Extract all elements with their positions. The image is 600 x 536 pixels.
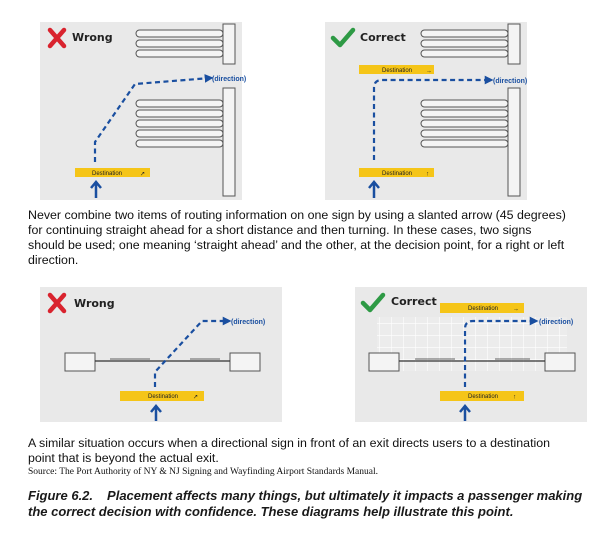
direction-label: (direction) (539, 319, 574, 326)
wrong-x-icon (50, 295, 64, 311)
direction-label: (direction) (212, 76, 247, 83)
status-label: Wrong (74, 297, 115, 310)
exit-block (545, 353, 575, 371)
direction-label: (direction) (231, 319, 266, 326)
sign-text: Destination (382, 171, 413, 177)
wall (223, 24, 235, 64)
sign-arrow-icon: → (513, 306, 519, 313)
wrong-x-icon (50, 30, 64, 46)
paragraph-exit-sign: A similar situation occurs when a directional sign in front of an exit directs users to a destination point that is beyond the actual exit. (28, 436, 551, 465)
status-label: Correct (391, 295, 437, 308)
sign-arrow-icon: ↑ (426, 171, 429, 178)
up-arrow-icon (369, 182, 379, 198)
wall (508, 88, 520, 196)
bench (421, 140, 508, 147)
sign-text: Destination (468, 394, 499, 400)
bench (421, 120, 508, 127)
bench (136, 50, 223, 57)
source-citation: Source: The Port Authority of NY & NJ Signing and Wayfinding Airport Standards Manual. (28, 467, 379, 477)
diagram-top-wrong (40, 22, 247, 200)
sign-arrow-icon: ↗ (140, 171, 146, 178)
direction-label: (direction) (493, 78, 528, 85)
bench (136, 130, 223, 137)
figure-label: Figure 6.2. (28, 488, 94, 503)
bench (421, 40, 508, 47)
sign-arrow-icon: ↗ (193, 394, 199, 401)
status-label: Correct (360, 31, 406, 44)
sign-arrow-icon: → (426, 68, 432, 75)
bench (421, 110, 508, 117)
correct-check-icon (363, 295, 383, 310)
wall (508, 24, 520, 64)
figure-caption-text: Placement affects many things, but ultimately it impacts a passenger making the correct decision with confidence. These diagrams help illustrate this point. (28, 488, 583, 519)
up-arrow-icon (151, 406, 161, 421)
bench (421, 50, 508, 57)
status-label: Wrong (72, 31, 113, 44)
diagram-bottom-correct (355, 287, 587, 422)
exit-block (230, 353, 260, 371)
route-dashed-arrow (155, 321, 228, 387)
correct-check-icon (333, 30, 353, 45)
wall (223, 88, 235, 196)
bench (421, 100, 508, 107)
paragraph-slanted-arrow: Never combine two items of routing information on one sign by using a slanted arrow (45 degrees) for continuing straight ahead for a short distance and then turning. In these cases, two signs should be used; one meaning ‘straight ahead’ and the other, at the decision point, for a right or left direction. (28, 208, 566, 267)
bench (136, 100, 223, 107)
diagram-top-correct (325, 22, 527, 200)
bench (421, 30, 508, 37)
diagram-bottom-wrong (40, 287, 282, 422)
up-arrow-icon (91, 182, 101, 198)
bench (136, 30, 223, 37)
sign-text: Destination (382, 68, 413, 74)
bench (136, 120, 223, 127)
sign-arrow-icon: ↑ (513, 394, 516, 401)
sign-text: Destination (148, 394, 179, 400)
up-arrow-icon (460, 406, 470, 421)
bench (136, 40, 223, 47)
bench (136, 140, 223, 147)
exit-block (65, 353, 95, 371)
exit-block (369, 353, 399, 371)
bench (136, 110, 223, 117)
figure-caption (28, 488, 588, 520)
sign-text: Destination (468, 306, 499, 312)
sign-text: Destination (92, 171, 123, 177)
bench (421, 130, 508, 137)
